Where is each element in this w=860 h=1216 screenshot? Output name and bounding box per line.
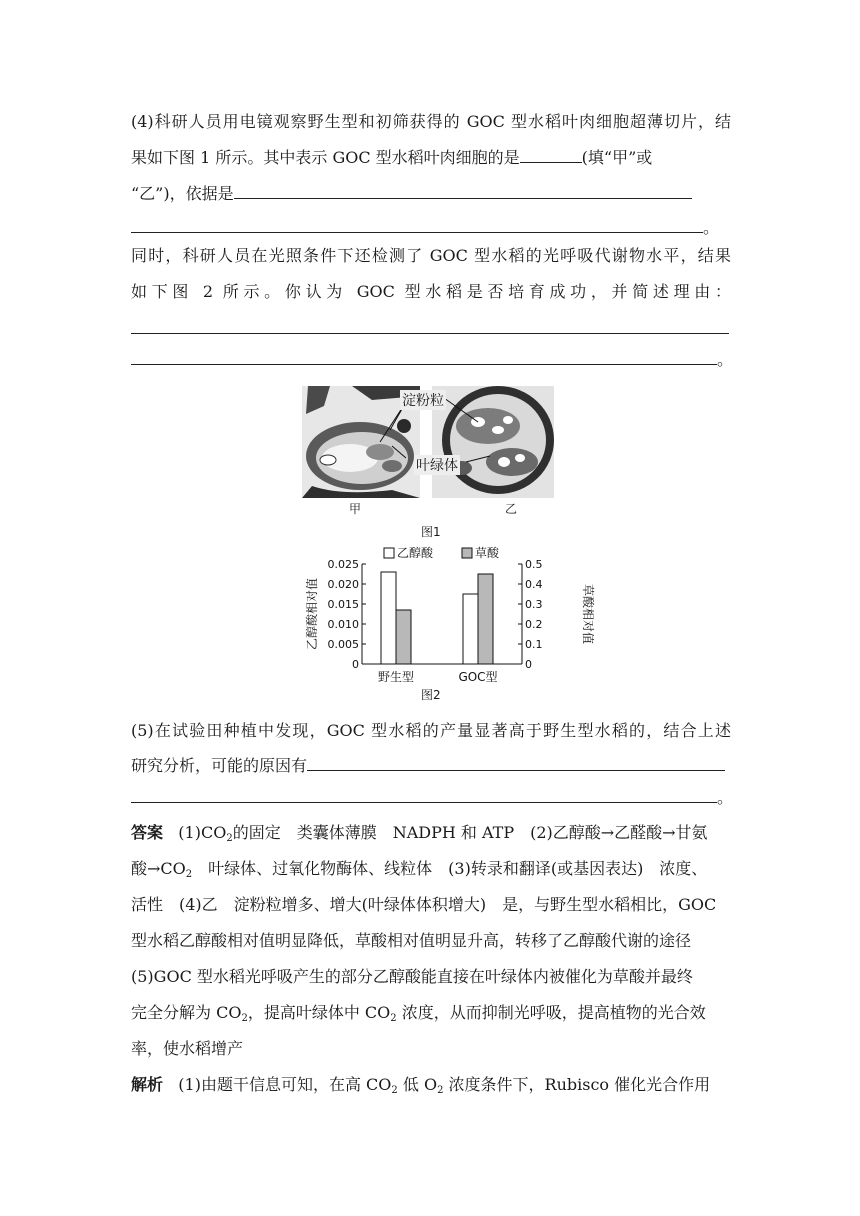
figure-1-caption: 图1: [421, 525, 441, 539]
figure-2-chart: [300, 540, 600, 700]
right-tick-label: 0.3: [525, 598, 543, 611]
label-chloroplast: 叶绿体: [414, 455, 460, 475]
q5-end-mark: 。: [717, 788, 734, 807]
figure-2-caption: 图2: [421, 688, 441, 702]
legend-label: 乙醇酸: [397, 546, 434, 560]
right-tick-label: 0.1: [525, 638, 543, 651]
right-tick-label: 0: [525, 658, 532, 671]
right-tick-label: 0.5: [525, 558, 543, 571]
q4-end-mark: 。: [703, 218, 720, 237]
answer-blank-2[interactable]: [234, 184, 692, 199]
q4-line-2-text: 果如下图 1 所示。其中表示 GOC 型水稻叶肉细胞的是: [131, 148, 520, 167]
answer-line-1: 答案 $(1)CO_2$的固定 类囊体薄膜 NADPH 和 ATP (2)乙醇酸→乙醛酸→甘氨: [131, 823, 708, 844]
q5-line-3: [131, 788, 734, 808]
answer-line-2: 酸$\to CO_2$ 叶绿体、过氧化物酶体、线粒体 (3)转录和翻译(或基因表达) 浓度、: [131, 859, 708, 880]
q4-line-2: [131, 148, 731, 168]
label-starch-grain: 淀粉粒: [400, 390, 446, 410]
bar-glycolate: [463, 594, 478, 664]
left-tick-label: 0.015: [327, 598, 359, 611]
y-axis-title-left: 乙醇酸相对值: [305, 577, 319, 651]
answer-label: 答案: [131, 823, 164, 842]
answer-line-3: 活性 (4)乙 淀粉粒增多、增大(叶绿体体积增大) 是，与野生型水稻相比，GOC: [131, 895, 717, 914]
answer-line-7: 率，使水稻增产: [131, 1039, 244, 1058]
q4-end-mark-2: 。: [717, 350, 734, 369]
legend-swatch: [384, 548, 394, 558]
legend-label: 草酸: [475, 546, 500, 560]
left-tick-label: 0: [352, 658, 359, 671]
q5-line-1: (5)在试验田种植中发现，GOC 型水稻的产量显著高于野生型水稻的，结合上述: [131, 721, 731, 740]
q4-line-6: 如下图 2 所示。你认为 GOC 型水稻是否培育成功，并简述理由：: [131, 282, 731, 301]
answer-blank-1[interactable]: [520, 148, 582, 163]
analysis-label: 解析: [131, 1075, 164, 1094]
left-tick-label: 0.005: [327, 638, 359, 651]
answer-blank-6[interactable]: [307, 756, 725, 771]
q4-line-8: [131, 350, 734, 370]
answer-blank-3[interactable]: [131, 218, 703, 233]
right-tick-label: 0.4: [525, 578, 543, 591]
left-tick-label: 0.020: [327, 578, 359, 591]
q4-line-3: [131, 184, 731, 204]
q4-line-3-text: “乙”)，依据是: [131, 184, 234, 203]
panel-label-jia: 甲: [349, 502, 362, 516]
answer-blank-7[interactable]: [131, 788, 717, 803]
bar-oxalate: [478, 574, 493, 664]
answer-blank-5[interactable]: [131, 350, 717, 365]
q4-line-2-tail: (填“甲”或: [581, 148, 653, 167]
bar-glycolate: [381, 572, 396, 664]
y-axis-title-right: 草酸相对值: [581, 583, 595, 645]
q5-line-2-text: 研究分析，可能的原因有: [131, 756, 308, 775]
analysis-line-1: 解析 (1)由题干信息可知，在高 $CO_2$ 低 $O_2$ 浓度条件下，Rubisco 催化光合作用: [131, 1075, 711, 1096]
answer-line-5: (5)GOC 型水稻光呼吸产生的部分乙醇酸能直接在叶绿体内被催化为草酸并最终: [131, 967, 693, 986]
answer-line-6: 完全分解为 $CO_2$，提高叶绿体中 $CO_2$ 浓度，从而抑制光呼吸，提高植物的光合效: [131, 1003, 706, 1024]
panel-label-yi: 乙: [505, 502, 518, 516]
answer-line-4: 型水稻乙醇酸相对值明显降低，草酸相对值明显升高，转移了乙醇酸代谢的途径: [131, 931, 692, 950]
q5-line-2: [131, 756, 731, 776]
bar-oxalate: [396, 610, 411, 664]
right-tick-label: 0.2: [525, 618, 543, 631]
q4-line-4: [131, 218, 731, 238]
left-tick-label: 0.010: [327, 618, 359, 631]
q4-line-1: (4)科研人员用电镜观察野生型和初筛获得的 GOC 型水稻叶肉细胞超薄切片，结: [131, 112, 731, 131]
x-category-label: 野生型: [377, 670, 415, 684]
left-tick-label: 0.025: [327, 558, 359, 571]
x-category-label: GOC型: [458, 670, 498, 684]
answer-blank-4[interactable]: [131, 333, 729, 334]
figure-1-micrographs: [302, 386, 554, 498]
q4-line-5: 同时，科研人员在光照条件下还检测了 GOC 型水稻的光呼吸代谢物水平，结果: [131, 246, 731, 265]
legend-swatch: [462, 548, 472, 558]
